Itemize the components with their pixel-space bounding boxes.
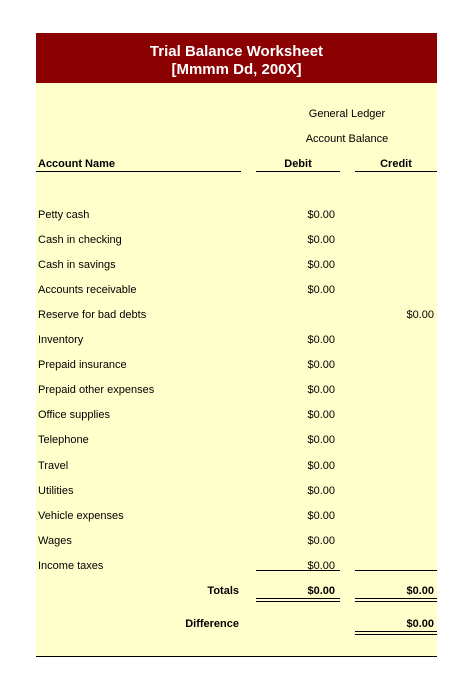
- worksheet-date: [Mmmm Dd, 200X]: [171, 61, 302, 78]
- difference-double-rule: [355, 631, 437, 635]
- debit-value: $0.00: [307, 510, 335, 522]
- debit-value: $0.00: [307, 334, 335, 346]
- debit-value: $0.00: [307, 409, 335, 421]
- debit-value: $0.00: [307, 234, 335, 246]
- difference-credit: $0.00: [406, 618, 434, 630]
- account-name: Office supplies: [38, 409, 110, 421]
- totals-double-rule-debit: [256, 598, 340, 602]
- credit-value: $0.00: [406, 309, 434, 321]
- debit-value: $0.00: [307, 560, 335, 572]
- account-name: Cash in savings: [38, 259, 116, 271]
- bottom-rule: [36, 656, 437, 657]
- worksheet-title: Trial Balance Worksheet: [149, 43, 324, 60]
- account-name: Wages: [38, 535, 72, 547]
- account-name: Prepaid insurance: [38, 359, 127, 371]
- credit-header: Credit: [380, 158, 412, 170]
- totals-rule-credit-top: [355, 570, 437, 571]
- debit-value: $0.00: [307, 460, 335, 472]
- debit-value: $0.00: [307, 359, 335, 371]
- debit-value: $0.00: [307, 259, 335, 271]
- totals-rule-debit-top: [256, 570, 340, 571]
- title-banner: [36, 33, 437, 83]
- debit-value: $0.00: [307, 434, 335, 446]
- totals-debit: $0.00: [307, 585, 335, 597]
- header-rule-credit: [355, 171, 437, 172]
- debit-value: $0.00: [307, 485, 335, 497]
- account-name-header: Account Name: [38, 158, 116, 170]
- account-name: Income taxes: [38, 560, 104, 572]
- account-name: Utilities: [38, 485, 74, 497]
- header-rule-debit: [256, 171, 340, 172]
- totals-double-rule-credit: [355, 598, 437, 602]
- account-name: Vehicle expenses: [38, 510, 124, 522]
- difference-label: Difference: [185, 618, 239, 630]
- account-name: Prepaid other expenses: [38, 384, 155, 396]
- account-name: Reserve for bad debts: [38, 309, 147, 321]
- account-name: Petty cash: [38, 209, 90, 221]
- debit-value: $0.00: [307, 535, 335, 547]
- worksheet: [36, 33, 437, 657]
- debit-value: $0.00: [307, 284, 335, 296]
- account-name: Accounts receivable: [38, 284, 137, 296]
- group-header-line2: Account Balance: [305, 133, 389, 145]
- account-name: Cash in checking: [38, 234, 122, 246]
- header-rule-name: [36, 171, 241, 172]
- debit-header: Debit: [284, 158, 312, 170]
- debit-value: $0.00: [307, 384, 335, 396]
- account-name: Travel: [38, 460, 69, 472]
- debit-value: $0.00: [307, 209, 335, 221]
- totals-credit: $0.00: [406, 585, 434, 597]
- group-header-line1: General Ledger: [308, 108, 386, 120]
- account-name: Telephone: [38, 434, 89, 446]
- account-name: Inventory: [38, 334, 84, 346]
- totals-label: Totals: [207, 585, 239, 597]
